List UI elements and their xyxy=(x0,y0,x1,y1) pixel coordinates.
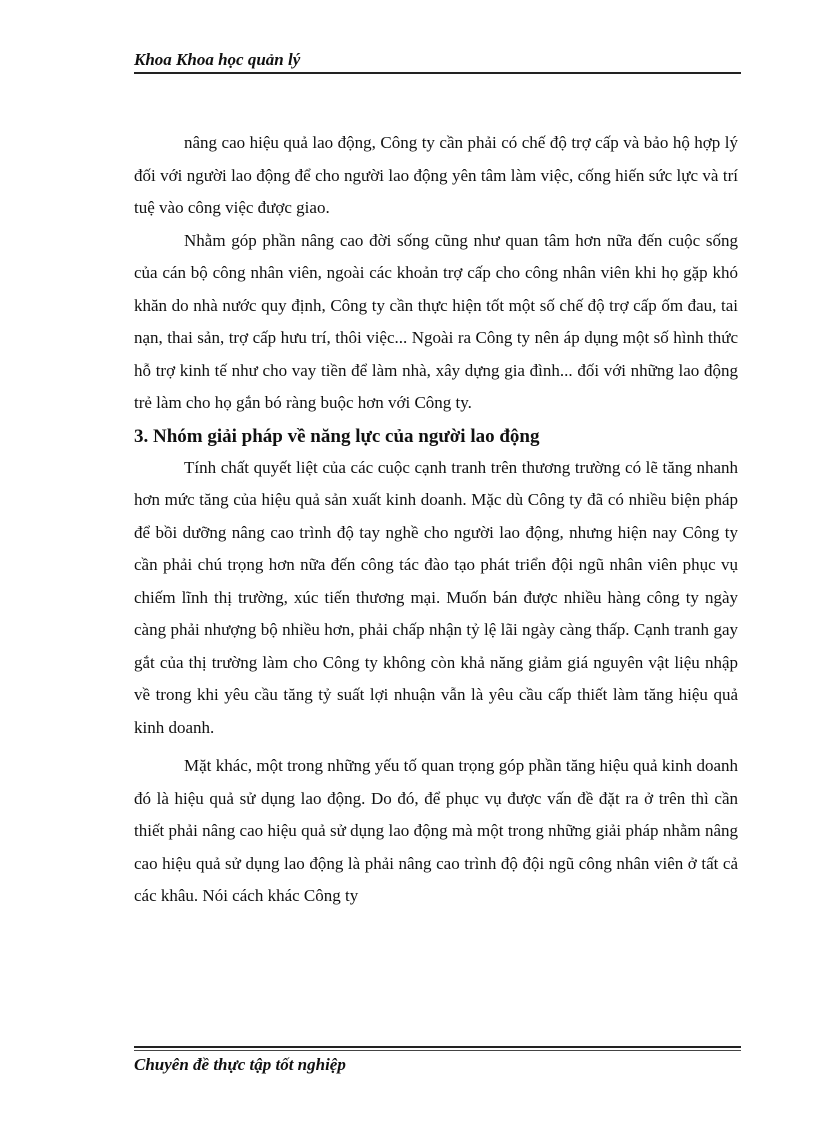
page-footer xyxy=(134,1046,741,1076)
footer-rule xyxy=(134,1050,741,1051)
footer-rule xyxy=(134,1046,741,1048)
footer-title: Chuyên đề thực tập tốt nghiệp xyxy=(134,1055,346,1074)
paragraph: nâng cao hiệu quả lao động, Công ty cần phải có chế độ trợ cấp và bảo hộ hợp lý đối với người lao động để cho người lao động yên tâm làm việc, cống hiến sức lực và trí tuệ vào công việc được giao. xyxy=(134,133,738,217)
paragraph: Tính chất quyết liệt của các cuộc cạnh tranh trên thương trường có lẽ tăng nhanh hơn mức tăng của hiệu quả sản xuất kinh doanh. Mặc dù Công ty đã có nhiều biện pháp để bồi dưỡng nâng cao trình độ tay nghề cho người lao động, nhưng hiện nay Công ty cần phải chú trọng hơn nữa đến công tác đào tạo phát triển đội ngũ nhân viên phục vụ chiếm lĩnh thị trường, xúc tiến thương mại. Muốn bán được nhiều hàng công ty ngày càng phải nhượng bộ nhiều hơn, phải chấp nhận tỷ lệ lãi ngày càng thấp. Cạnh tranh gay gắt của thị trường làm cho Công ty không còn khả năng giảm giá nguyên vật liệu nhập về trong khi yêu cầu tăng tỷ suất lợi nhuận vẫn là yêu cầu cấp thiết làm tăng hiệu quả kinh doanh. xyxy=(134,457,738,737)
section-heading: 3. Nhóm giải pháp về năng lực của người lao động xyxy=(134,425,540,447)
header-title: Khoa Khoa học quản lý xyxy=(134,50,301,69)
paragraph: Mặt khác, một trong những yếu tố quan trọng góp phần tăng hiệu quả kinh doanh đó là hiệu quả sử dụng lao động. Do đó, để phục vụ được vấn đề đặt ra ở trên thì cần thiết phải nâng cao hiệu quả sử dụng lao động mà một trong những giải pháp nhằm nâng cao hiệu quả sử dụng lao động là phải nâng cao trình độ đội ngũ công nhân viên ở tất cả các khâu. Nói cách khác Công ty xyxy=(134,756,738,905)
paragraph: Nhằm góp phần nâng cao đời sống cũng như quan tâm hơn nữa đến cuộc sống của cán bộ công nhân viên, ngoài các khoản trợ cấp cho công nhân viên khi họ gặp khó khăn do nhà nước quy định, Công ty cần thực hiện tốt một số chế độ trợ cấp ốm đau, tai nạn, thai sản, trợ cấp hưu trí, thôi việc... Ngoài ra Công ty nên áp dụng một số hình thức hỗ trợ kinh tế như cho vay tiền để làm nhà, xây dựng gia đình... đối với những lao động trẻ làm cho họ gắn bó ràng buộc hơn với Công ty. xyxy=(134,230,738,412)
page-content xyxy=(134,127,738,913)
header-rule xyxy=(134,72,741,74)
page-header xyxy=(134,50,741,74)
